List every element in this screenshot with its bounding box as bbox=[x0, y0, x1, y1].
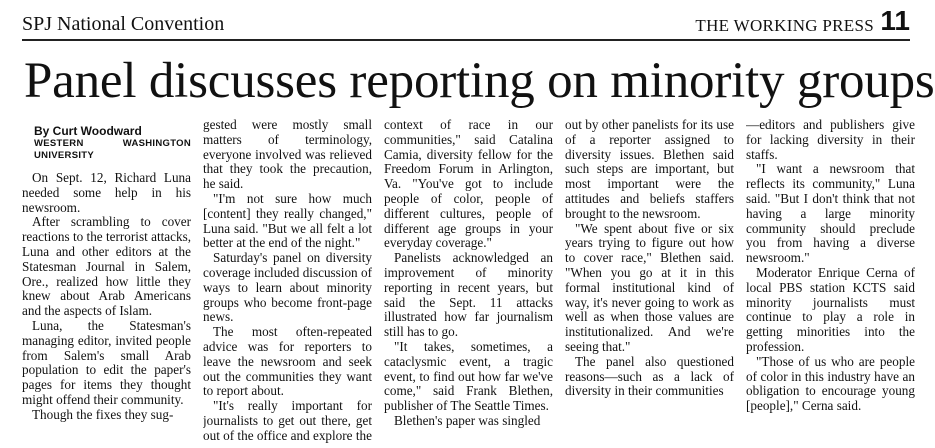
header-rule bbox=[22, 39, 910, 41]
article-column-2 bbox=[203, 118, 372, 448]
article-column-5 bbox=[746, 118, 915, 448]
paragraph: Blethen's paper was singled bbox=[394, 412, 541, 428]
paragraph: context of race in our communities," said Catalina Camia, diversity fellow for the Freedom Forum in Arlington, Va. "You've got to include people of color, people of different cultures, people of different age groups in your everyday coverage." bbox=[384, 118, 553, 251]
paragraph: On Sept. 12, Richard Luna needed some help in his newsroom. bbox=[22, 170, 191, 215]
paragraph: —editors and publishers give for lacking diversity in their staffs. bbox=[746, 118, 915, 162]
paragraph: gested were mostly small matters of terminology, everyone involved was relieved that they took the precaution, he said. bbox=[203, 118, 372, 192]
headline: Panel discusses reporting on minority groups bbox=[24, 53, 935, 109]
paragraph: out by other panelists for its use of a reporter assigned to diversity issues. Blethen said such steps are important, but most important were the attitudes and beliefs staffers brought to the newsroom. bbox=[565, 118, 734, 221]
paragraph: "Those of us who are people of color in this industry have an obligation to encourage young [people]," Cerna said. bbox=[746, 353, 915, 414]
article-column-4 bbox=[565, 118, 734, 448]
paragraph: Luna, the Statesman's managing editor, invited people from Salem's small Arab population to edit the paper's pages for items they thought might offend their community. bbox=[22, 317, 191, 407]
paragraph: The most often-repeated advice was for reporters to leave the newsroom and seek out the communities they want to report about. bbox=[203, 324, 372, 399]
paragraph: Saturday's panel on diversity coverage included discussion of ways to learn about minority groups who become front-page news. bbox=[203, 250, 372, 325]
paragraph: "We spent about five or six years trying to figure out how to cover race," Blethen said. "When you go at it in this formal institutional kind of way, it's never going to work as well as when those values are institutionalized. And we're seeing that." bbox=[565, 220, 734, 354]
byline: By Curt Woodward bbox=[34, 124, 142, 138]
paragraph: After scrambling to cover reactions to the terrorist attacks, Luna and other editors at the Statesman Journal in Salem, Ore., realized how little they knew about Arab Americans and the aspects of Islam. bbox=[22, 214, 191, 319]
byline-affiliation: WESTERN WASHINGTON UNIVERSITY bbox=[34, 138, 191, 161]
article-column-3 bbox=[384, 118, 553, 448]
page-header bbox=[22, 6, 910, 34]
paragraph: Though the fixes they sug- bbox=[32, 406, 174, 422]
paragraph: Panelists acknowledged an improvement of minority reporting in recent years, but said the Sept. 11 attacks illustrated how far journalism still has to go. bbox=[384, 250, 553, 340]
paragraph: Moderator Enrique Cerna of local PBS station KCTS said minority journalists must continue to play a role in getting minorities into the profession. bbox=[746, 264, 915, 354]
paragraph: The panel also questioned reasons—such as a lack of diversity in their communities bbox=[565, 353, 734, 399]
article-column-1 bbox=[22, 118, 191, 448]
page-number: 11 bbox=[880, 5, 910, 36]
section-name: SPJ National Convention bbox=[22, 13, 225, 35]
publication-name: THE WORKING PRESS bbox=[695, 16, 874, 35]
paragraph: "It takes, sometimes, a cataclysmic event, a tragic event, to find out how far we've come," said Frank Blethen, publisher of The Seattle Times. bbox=[384, 338, 553, 414]
article-body bbox=[22, 118, 915, 448]
paragraph: "It's really important for journalists to get out there, get out of the office and explore the bbox=[203, 398, 372, 443]
paragraph: "I'm not sure how much [content] they really changed," Luna said. "But we all felt a lot better at the end of the night." bbox=[203, 190, 372, 251]
paragraph: "I want a newsroom that reflects its community," Luna said. "But I don't think that not having a large minority community should preclude you from having a diverse newsroom." bbox=[746, 161, 915, 266]
